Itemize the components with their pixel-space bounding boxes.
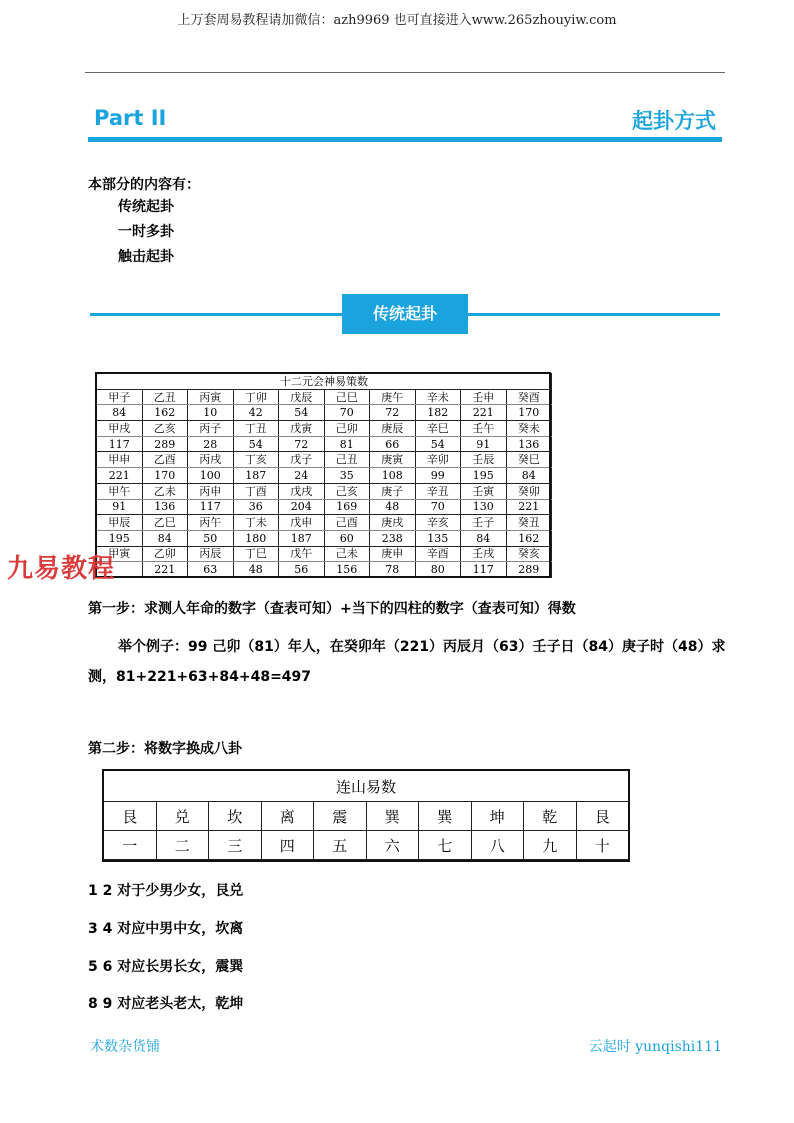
pair-line: 3 4 对应中男中女，坎离 <box>88 921 244 937</box>
number-cell: 117 <box>461 562 507 578</box>
ganzhi-cell: 己巳 <box>324 389 370 405</box>
table-row-names <box>97 546 552 562</box>
numeral-cell: 九 <box>524 831 577 860</box>
top-divider <box>85 72 725 73</box>
table-row-names <box>97 389 552 405</box>
ganzhi-cell: 癸卯 <box>506 483 552 499</box>
part-title: 起卦方式 <box>632 109 716 133</box>
number-cell: 136 <box>142 499 188 515</box>
number-cell: 162 <box>506 530 552 546</box>
pair-line: 8 9 对应老头老太，乾坤 <box>88 996 244 1012</box>
ganzhi-cell: 戊子 <box>279 452 325 468</box>
ganzhi-cell: 乙酉 <box>142 452 188 468</box>
number-cell: 35 <box>324 468 370 484</box>
ganzhi-cell: 丁巳 <box>233 546 279 562</box>
ganzhi-cell: 甲寅 <box>97 546 143 562</box>
number-cell: 48 <box>370 499 416 515</box>
ganzhi-cell: 己卯 <box>324 421 370 437</box>
ganzhi-cell: 庚午 <box>370 389 416 405</box>
number-cell: 238 <box>370 530 416 546</box>
number-cell: 195 <box>97 530 143 546</box>
ganzhi-cell: 辛酉 <box>415 546 461 562</box>
table-caption: 十二元会神易策数 <box>97 374 552 390</box>
table-caption-row <box>97 374 552 390</box>
number-cell: 70 <box>415 499 461 515</box>
number-cell: 91 <box>97 499 143 515</box>
table-row-names <box>97 483 552 499</box>
number-cell: 81 <box>324 436 370 452</box>
ganzhi-cell: 丁卯 <box>233 389 279 405</box>
ganzhi-cell: 乙巳 <box>142 515 188 531</box>
number-row <box>104 831 629 860</box>
number-cell: 108 <box>370 468 416 484</box>
number-cell: 136 <box>506 436 552 452</box>
ganzhi-cell: 壬寅 <box>461 483 507 499</box>
table-row-names <box>97 515 552 531</box>
number-cell: 42 <box>233 405 279 421</box>
ganzhi-cell: 乙亥 <box>142 421 188 437</box>
number-cell: 50 <box>188 530 234 546</box>
ganzhi-cell: 甲午 <box>97 483 143 499</box>
number-cell: 162 <box>142 405 188 421</box>
trigram-cell: 离 <box>261 802 314 831</box>
number-cell: 156 <box>324 562 370 578</box>
number-cell: 180 <box>233 530 279 546</box>
section-title: 传统起卦 <box>342 294 468 334</box>
ganzhi-cell: 丙午 <box>188 515 234 531</box>
number-cell: 91 <box>461 436 507 452</box>
toc-item: 一时多卦 <box>118 224 174 240</box>
ganzhi-cell: 辛丑 <box>415 483 461 499</box>
ganzhi-cell: 己丑 <box>324 452 370 468</box>
table-row-numbers <box>97 468 552 484</box>
ganzhi-cell: 丁亥 <box>233 452 279 468</box>
section-rule-left <box>90 313 342 316</box>
example-paragraph: 举个例子：99 己卯（81）年人，在癸卯年（221）丙辰月（63）壬子日（84）庚子时（48）求测，81+221+63+84+48=497 <box>88 639 726 685</box>
table-row-names <box>97 421 552 437</box>
number-cell: 63 <box>188 562 234 578</box>
table-row-numbers <box>97 499 552 515</box>
number-cell: 54 <box>233 436 279 452</box>
step-two: 第二步：将数字换成八卦 <box>88 741 242 757</box>
number-cell: 221 <box>97 468 143 484</box>
ganzhi-cell: 丁未 <box>233 515 279 531</box>
numeral-cell: 三 <box>209 831 262 860</box>
trigram-cell: 震 <box>314 802 367 831</box>
ganzhi-number-table <box>96 373 552 578</box>
lianshan-table <box>103 770 629 860</box>
part-underline-bar <box>88 137 722 142</box>
numeral-cell: 五 <box>314 831 367 860</box>
number-cell: 72 <box>279 436 325 452</box>
ganzhi-cell: 甲子 <box>97 389 143 405</box>
number-cell: 117 <box>188 499 234 515</box>
numeral-cell: 十 <box>576 831 629 860</box>
ganzhi-cell: 壬午 <box>461 421 507 437</box>
numeral-cell: 四 <box>261 831 314 860</box>
number-cell: 221 <box>506 499 552 515</box>
ganzhi-cell: 壬申 <box>461 389 507 405</box>
ganzhi-cell: 庚辰 <box>370 421 416 437</box>
ganzhi-cell: 甲戌 <box>97 421 143 437</box>
number-cell: 195 <box>461 468 507 484</box>
ganzhi-cell: 戊申 <box>279 515 325 531</box>
ganzhi-cell: 丙戌 <box>188 452 234 468</box>
number-cell: 60 <box>324 530 370 546</box>
table-caption: 连山易数 <box>104 771 629 802</box>
ganzhi-cell: 壬子 <box>461 515 507 531</box>
number-cell: 170 <box>506 405 552 421</box>
number-cell: 100 <box>188 468 234 484</box>
part-label: Part II <box>94 106 167 130</box>
number-cell: 54 <box>279 405 325 421</box>
ganzhi-cell: 戊辰 <box>279 389 325 405</box>
ganzhi-cell: 丙寅 <box>188 389 234 405</box>
number-cell: 289 <box>506 562 552 578</box>
ganzhi-cell: 丁酉 <box>233 483 279 499</box>
ganzhi-cell: 癸巳 <box>506 452 552 468</box>
number-cell: 204 <box>279 499 325 515</box>
trigram-cell: 巽 <box>419 802 472 831</box>
table-row-names <box>97 452 552 468</box>
toc-item: 传统起卦 <box>118 199 174 215</box>
number-cell: 80 <box>415 562 461 578</box>
trigram-cell: 巽 <box>366 802 419 831</box>
table-caption-row <box>104 771 629 802</box>
ganzhi-cell: 戊午 <box>279 546 325 562</box>
number-cell: 72 <box>370 405 416 421</box>
ganzhi-cell: 辛巳 <box>415 421 461 437</box>
number-cell: 221 <box>142 562 188 578</box>
footer-right: 云起时 yunqishi111 <box>588 1039 722 1055</box>
ganzhi-cell: 乙丑 <box>142 389 188 405</box>
numeral-cell: 七 <box>419 831 472 860</box>
ganzhi-cell: 乙未 <box>142 483 188 499</box>
number-cell: 99 <box>415 468 461 484</box>
numeral-cell: 二 <box>156 831 209 860</box>
ganzhi-cell: 壬辰 <box>461 452 507 468</box>
step-one: 第一步：求测人年命的数字（查表可知）+当下的四柱的数字（查表可知）得数 <box>88 601 576 617</box>
number-cell: 78 <box>370 562 416 578</box>
ganzhi-cell: 庚寅 <box>370 452 416 468</box>
number-cell: 221 <box>461 405 507 421</box>
toc-list <box>118 197 174 272</box>
number-cell: 24 <box>279 468 325 484</box>
trigram-cell: 乾 <box>524 802 577 831</box>
ganzhi-cell: 丁丑 <box>233 421 279 437</box>
ganzhi-cell: 癸未 <box>506 421 552 437</box>
number-cell: 70 <box>324 405 370 421</box>
number-cell: 36 <box>233 499 279 515</box>
ganzhi-cell: 庚子 <box>370 483 416 499</box>
number-cell: 48 <box>233 562 279 578</box>
table-row-numbers <box>97 436 552 452</box>
trigram-cell: 艮 <box>576 802 629 831</box>
number-cell: 66 <box>370 436 416 452</box>
ganzhi-cell: 甲申 <box>97 452 143 468</box>
number-cell: 169 <box>324 499 370 515</box>
numeral-cell: 一 <box>104 831 157 860</box>
numeral-cell: 八 <box>471 831 524 860</box>
number-cell: 84 <box>461 530 507 546</box>
trigram-cell: 坎 <box>209 802 262 831</box>
ganzhi-cell: 己亥 <box>324 483 370 499</box>
table-row-numbers <box>97 530 552 546</box>
number-cell: 84 <box>506 468 552 484</box>
ganzhi-cell: 己未 <box>324 546 370 562</box>
number-cell: 135 <box>415 530 461 546</box>
ganzhi-cell: 丙子 <box>188 421 234 437</box>
number-cell: 170 <box>142 468 188 484</box>
toc-item: 触击起卦 <box>118 249 174 265</box>
ganzhi-cell: 癸丑 <box>506 515 552 531</box>
watermark: 九易教程 <box>7 554 116 584</box>
number-cell: 187 <box>233 468 279 484</box>
ganzhi-cell: 辛未 <box>415 389 461 405</box>
footer-left: 术数杂货铺 <box>90 1039 160 1055</box>
ganzhi-cell: 庚戌 <box>370 515 416 531</box>
number-cell: 289 <box>142 436 188 452</box>
ganzhi-cell: 戊戌 <box>279 483 325 499</box>
ganzhi-cell: 辛亥 <box>415 515 461 531</box>
trigram-row <box>104 802 629 831</box>
number-cell: 54 <box>415 436 461 452</box>
ganzhi-cell: 己酉 <box>324 515 370 531</box>
ganzhi-cell: 癸亥 <box>506 546 552 562</box>
trigram-cell: 兑 <box>156 802 209 831</box>
number-cell: 130 <box>461 499 507 515</box>
intro-heading: 本部分的内容有： <box>88 177 200 193</box>
trigram-cell: 坤 <box>471 802 524 831</box>
table-row-numbers <box>97 405 552 421</box>
number-cell: 117 <box>97 436 143 452</box>
ganzhi-cell: 癸酉 <box>506 389 552 405</box>
ganzhi-cell: 庚申 <box>370 546 416 562</box>
number-cell: 28 <box>188 436 234 452</box>
ganzhi-cell: 甲辰 <box>97 515 143 531</box>
top-banner: 上万套周易教程请加微信：azh9969 也可直接进入www.265zhouyiw.com <box>177 13 617 28</box>
trigram-cell: 艮 <box>104 802 157 831</box>
ganzhi-cell: 戊寅 <box>279 421 325 437</box>
table-row-numbers <box>97 562 552 578</box>
ganzhi-cell: 丙申 <box>188 483 234 499</box>
ganzhi-cell: 壬戌 <box>461 546 507 562</box>
pair-line: 1 2 对于少男少女，艮兑 <box>88 883 244 899</box>
number-cell: 84 <box>142 530 188 546</box>
ganzhi-cell: 丙辰 <box>188 546 234 562</box>
ganzhi-cell: 乙卯 <box>142 546 188 562</box>
number-cell: 182 <box>415 405 461 421</box>
numeral-cell: 六 <box>366 831 419 860</box>
number-cell: 84 <box>97 405 143 421</box>
pair-line: 5 6 对应长男长女，震巽 <box>88 959 244 975</box>
number-cell: 10 <box>188 405 234 421</box>
section-rule-right <box>468 313 720 316</box>
number-cell: 187 <box>279 530 325 546</box>
ganzhi-cell: 辛卯 <box>415 452 461 468</box>
number-cell: 56 <box>279 562 325 578</box>
